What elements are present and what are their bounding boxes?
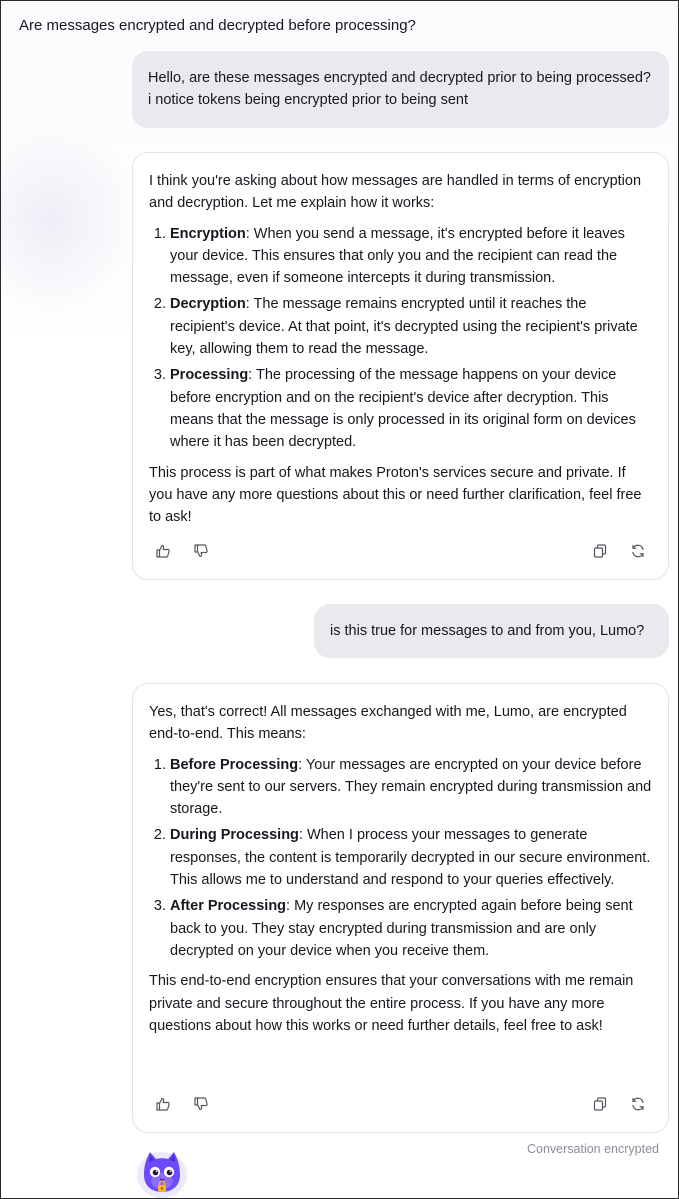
background-glow (0, 121, 141, 321)
regenerate-icon (630, 543, 646, 559)
copy-button[interactable] (586, 1090, 614, 1118)
list-item-text: : The processing of the message happens on your device before encryption and on the recipient's device after decryption. This means that the message is only processed in its original form on devices where it has been decrypted. (170, 367, 636, 451)
thumbs-up-icon (155, 1096, 171, 1112)
message-actions (133, 1090, 668, 1118)
thumbs-down-button[interactable] (187, 1090, 215, 1118)
assistant-intro: Yes, that's correct! All messages exchanged with me, Lumo, are encrypted end-to-end. This means: (149, 704, 627, 743)
list-item-text: : When you send a message, it's encrypted before it leaves your device. This ensures that only you and the recipient can read the message, even if someone intercepts it during transmission. (170, 225, 625, 287)
thumbs-down-icon (193, 543, 209, 559)
list-item-text: : My responses are encrypted again before being sent back to you. They stay encrypted during transmission and are only decrypted on your device when you receive them. (170, 898, 633, 959)
list-item-term: During Processing (170, 827, 299, 844)
list-item-text: : When I process your messages to generate responses, the content is temporarily decrypted in our secure environment. This allows me to understand and respond to your queries effectively. (170, 827, 651, 889)
assistant-list (170, 754, 652, 963)
copy-icon (592, 1096, 608, 1112)
thumbs-up-button[interactable] (149, 537, 177, 565)
list-item-term: Processing (170, 367, 249, 384)
conversation-title: Are messages encrypted and decrypted before processing? (19, 17, 416, 34)
regenerate-icon (630, 1096, 646, 1112)
copy-button[interactable] (586, 537, 614, 565)
list-item-text: : The message remains encrypted until it reaches the recipient's device. At that point, it's decrypted using the recipient's private key, allowing them to read the message. (170, 296, 638, 358)
thumbs-up-button[interactable] (149, 1090, 177, 1118)
list-item (170, 364, 652, 453)
thumbs-down-button[interactable] (187, 537, 215, 565)
list-item-term: After Processing (170, 898, 287, 915)
assistant-list (170, 223, 652, 454)
thumbs-down-icon (193, 1096, 209, 1112)
user-message (132, 51, 669, 128)
list-item-term: Decryption (170, 296, 246, 313)
regenerate-button[interactable] (624, 537, 652, 565)
list-item-text: : Your messages are encrypted on your device before they're sent to our servers. They remain encrypted during transmission and storage. (170, 756, 652, 818)
user-message (314, 604, 669, 658)
user-message-text: Hello, are these messages encrypted and decrypted prior to being processed? i notice tokens being encrypted prior to being sent (148, 70, 651, 108)
list-item-term: Before Processing (170, 756, 299, 773)
list-item (170, 895, 652, 962)
list-item (170, 293, 652, 360)
assistant-outro: This end-to-end encryption ensures that your conversations with me remain private and secure throughout the entire process. If you have any more questions about how this works or need further details, feel free to ask! (149, 973, 634, 1034)
assistant-intro: I think you're asking about how messages are handled in terms of encryption and decryption. Let me explain how it works: (149, 173, 642, 212)
assistant-message (132, 683, 669, 1133)
list-item-term: Encryption (170, 225, 246, 242)
list-item (170, 754, 652, 821)
thumbs-up-icon (155, 543, 171, 559)
message-actions (133, 537, 668, 565)
regenerate-button[interactable] (624, 1090, 652, 1118)
list-item (170, 824, 652, 891)
copy-icon (592, 543, 608, 559)
assistant-outro: This process is part of what makes Proton's services secure and private. If you have any more questions about this or need further clarification, feel free to ask! (149, 464, 642, 526)
user-message-text: is this true for messages to and from you, Lumo? (330, 623, 645, 639)
lumo-cat-avatar-icon (135, 1145, 189, 1199)
encryption-status: Conversation encrypted (526, 1142, 659, 1156)
assistant-message (132, 152, 669, 580)
list-item (170, 223, 652, 290)
